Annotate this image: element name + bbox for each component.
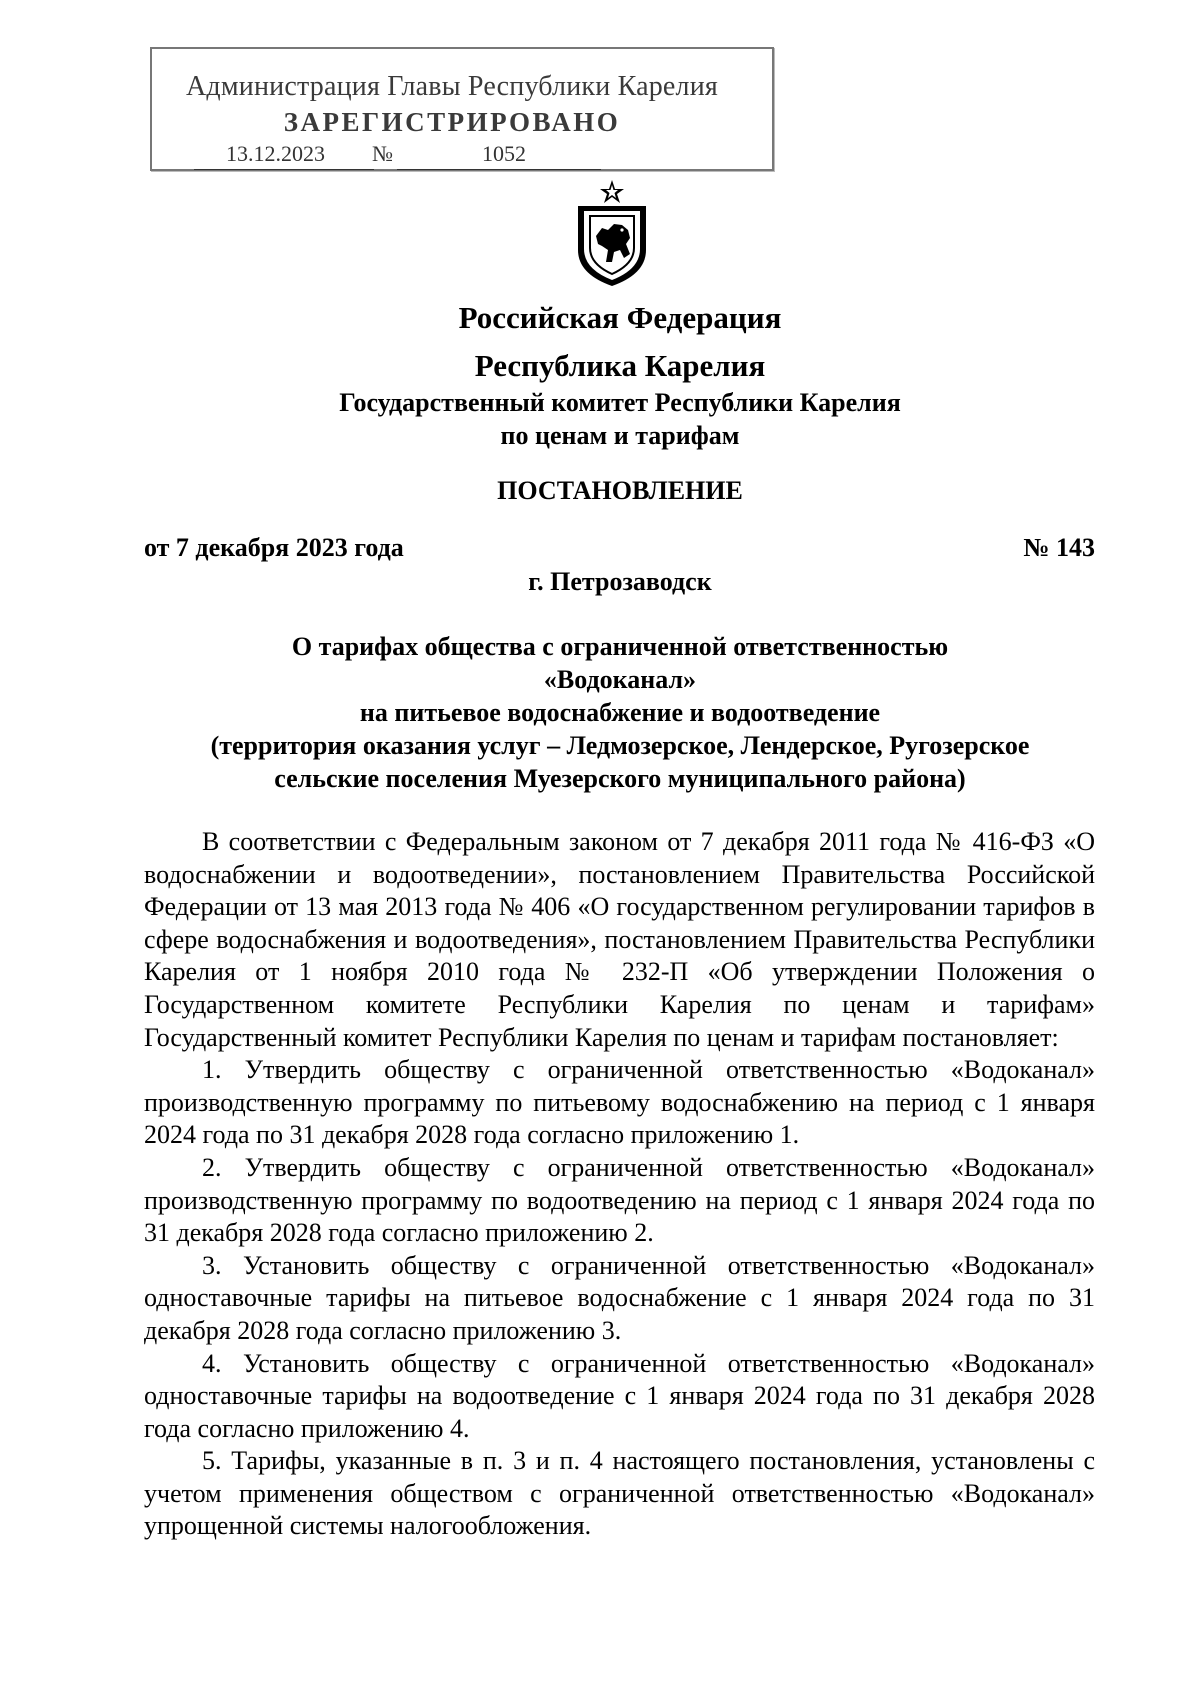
clause-paragraph: 2. Утвердить обществу с ограниченной ответственностью «Водоканал» производственную программу по водоотведению на период с 1 января 2024 года по 31 декабря 2028 года согласно приложению 2. — [144, 1152, 1095, 1248]
title-line: О тарифах общества с ограниченной ответственностью — [291, 632, 949, 661]
document-type: ПОСТАНОВЛЕНИЕ — [497, 476, 743, 505]
document-city: г. Петрозаводск — [528, 567, 712, 596]
title-line: на питьевое водоснабжение и водоотведение — [359, 698, 881, 727]
stamp-date-underline — [194, 169, 374, 170]
document-body — [144, 826, 1095, 1543]
document-number: № 143 — [1023, 533, 1095, 562]
registration-stamp — [150, 47, 774, 171]
title-line: «Водоканал» — [543, 665, 697, 694]
stamp-number-sign: № — [372, 141, 393, 166]
stamp-date: 13.12.2023 — [226, 141, 325, 166]
clause-paragraph: 3. Установить обществу с ограниченной ответственностью «Водоканал» одноставочные тарифы на питьевое водоснабжение с 1 января 2024 года по 31 декабря 2028 года согласно приложению 3. — [144, 1250, 1095, 1345]
committee-line-1: Государственный комитет Республики Карелия — [339, 388, 901, 417]
stamp-number-underline — [397, 169, 601, 170]
stamp-number: 1052 — [482, 141, 526, 166]
committee-line-2: по ценам и тарифам — [500, 421, 740, 450]
karelia-coat-of-arms-icon — [572, 178, 652, 288]
clause-paragraph: 1. Утвердить обществу с ограниченной ответственностью «Водоканал» производственную программу по питьевому водоснабжению на период с 1 января 2024 года по 31 декабря 2028 года согласно приложению 1. — [144, 1055, 1095, 1150]
clause-paragraph: 4. Установить обществу с ограниченной ответственностью «Водоканал» одноставочные тарифы на водоотведение с 1 января 2024 года по 31 декабря 2028 года согласно приложению 4. — [144, 1348, 1095, 1443]
stamp-status: ЗАРЕГИСТРИРОВАНО — [283, 107, 621, 137]
stamp-organization: Администрация Главы Республики Карелия — [186, 71, 718, 102]
title-line: (территория оказания услуг – Ледмозерское, Лендерское, Ругозерское — [210, 731, 1030, 760]
document-date: от 7 декабря 2023 года — [144, 533, 404, 562]
country-title: Российская Федерация — [458, 300, 782, 335]
clause-paragraph: 5. Тарифы, указанные в п. 3 и п. 4 настоящего постановления, установлены с учетом применения обществом с ограниченной ответственностью «Водоканал» упрощенной системы налогообложения. — [144, 1446, 1095, 1541]
republic-title: Республика Карелия — [474, 348, 766, 383]
preamble-paragraph: В соответствии с Федеральным законом от 7 декабря 2011 года № 416-ФЗ «О водоснабжении и водоотведении», постановлением Правительства Российской Федерации от 13 мая 2013 года № 406 «О государственном регулировании тарифов в сфере водоснабжения и водоотведения», постановлением Правительства Республики Карелия от 1 ноября 2010 года № 232-П «Об утверждении Положения о Государственном комитете Республики Карелия по ценам и тарифам» Государственный комитет Республики Карелия по ценам и тарифам постановляет: — [144, 827, 1095, 1052]
title-line: сельские поселения Муезерского муниципального района) — [274, 764, 966, 793]
